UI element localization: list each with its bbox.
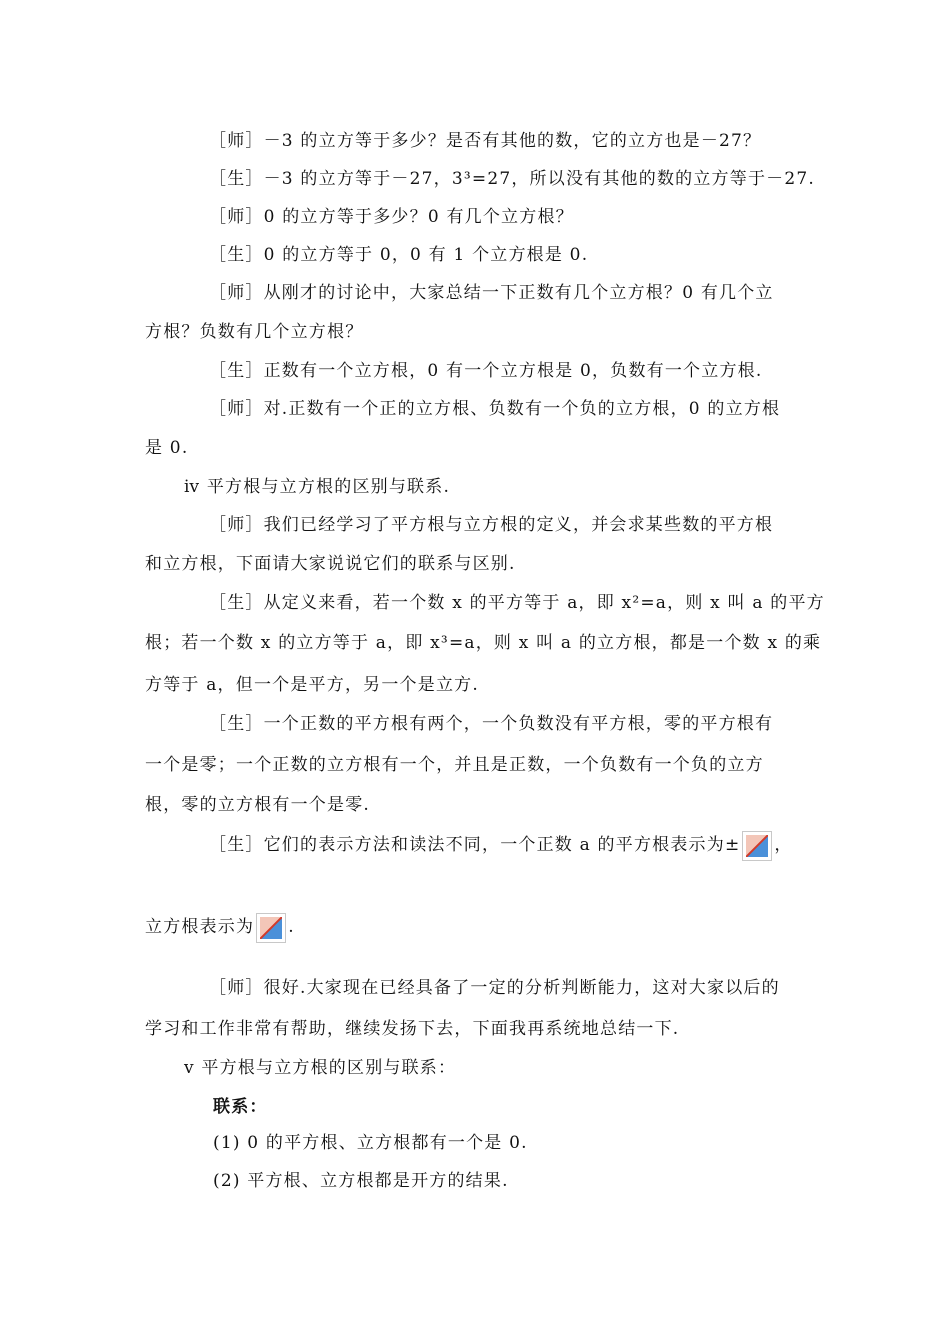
paragraph-line: 学习和工作非常有帮助，继续发扬下去，下面我再系统地总结一下. <box>145 1019 680 1039</box>
paragraph-line: ［生］从定义来看，若一个数 x 的平方等于 a，即 x²=a，则 x 叫 a 的平方 <box>209 593 825 613</box>
paragraph-line: ［生］正数有一个立方根，0 有一个立方根是 0，负数有一个立方根. <box>209 361 763 381</box>
paragraph-line: ［师］我们已经学习了平方根与立方根的定义，并会求某些数的平方根 <box>209 515 774 535</box>
list-item: (2) 平方根、立方根都是开方的结果. <box>213 1171 509 1191</box>
subheading-connection: 联系： <box>213 1097 268 1117</box>
formula-image-icon <box>742 831 772 861</box>
paragraph-line: 和立方根，下面请大家说说它们的联系与区别. <box>145 554 516 574</box>
paragraph-line: ［生］0 的立方等于 0，0 有 1 个立方根是 0. <box>209 245 589 265</box>
line-text: ［生］它们的表示方法和读法不同，一个正数 a 的平方根表示为± <box>209 835 741 855</box>
paragraph-line: 方根？负数有几个立方根？ <box>145 322 364 342</box>
paragraph-line <box>145 912 295 943</box>
paragraph-line: 方等于 a，但一个是平方，另一个是立方. <box>145 675 479 695</box>
paragraph-line: ［师］－3 的立方等于多少？是否有其他的数，它的立方也是－27？ <box>209 131 762 151</box>
paragraph-line: ［师］0 的立方等于多少？0 有几个立方根？ <box>209 207 574 227</box>
formula-image-icon <box>256 913 286 943</box>
section-heading-v: ⅴ 平方根与立方根的区别与联系： <box>184 1058 457 1078</box>
paragraph-line: 根；若一个数 x 的立方等于 a，即 x³=a，则 x 叫 a 的立方根，都是一个数 x 的乘 <box>145 633 822 653</box>
paragraph-line: ［生］－3 的立方等于－27，3³=27，所以没有其他的数的立方等于－27. <box>209 169 815 189</box>
paragraph-line: 根，零的立方根有一个是零. <box>145 795 371 815</box>
paragraph-line: ［师］从刚才的讨论中，大家总结一下正数有几个立方根？0 有几个立 <box>209 283 774 303</box>
line-text: ， <box>774 835 793 855</box>
list-item: (1) 0 的平方根、立方根都有一个是 0. <box>213 1133 528 1153</box>
paragraph-line: 是 0. <box>145 438 189 458</box>
paragraph-line: 一个是零；一个正数的立方根有一个，并且是正数，一个负数有一个负的立方 <box>145 755 764 775</box>
line-text: . <box>288 917 295 937</box>
line-text: 立方根表示为 <box>145 917 255 937</box>
paragraph-line: ［生］一个正数的平方根有两个，一个负数没有平方根，零的平方根有 <box>209 714 774 734</box>
paragraph-line: ［师］对.正数有一个正的立方根、负数有一个负的立方根，0 的立方根 <box>209 399 781 419</box>
section-heading-iv: ⅳ 平方根与立方根的区别与联系. <box>184 477 451 497</box>
paragraph-line <box>209 830 793 861</box>
paragraph-line: ［师］很好.大家现在已经具备了一定的分析判断能力，这对大家以后的 <box>209 978 780 998</box>
